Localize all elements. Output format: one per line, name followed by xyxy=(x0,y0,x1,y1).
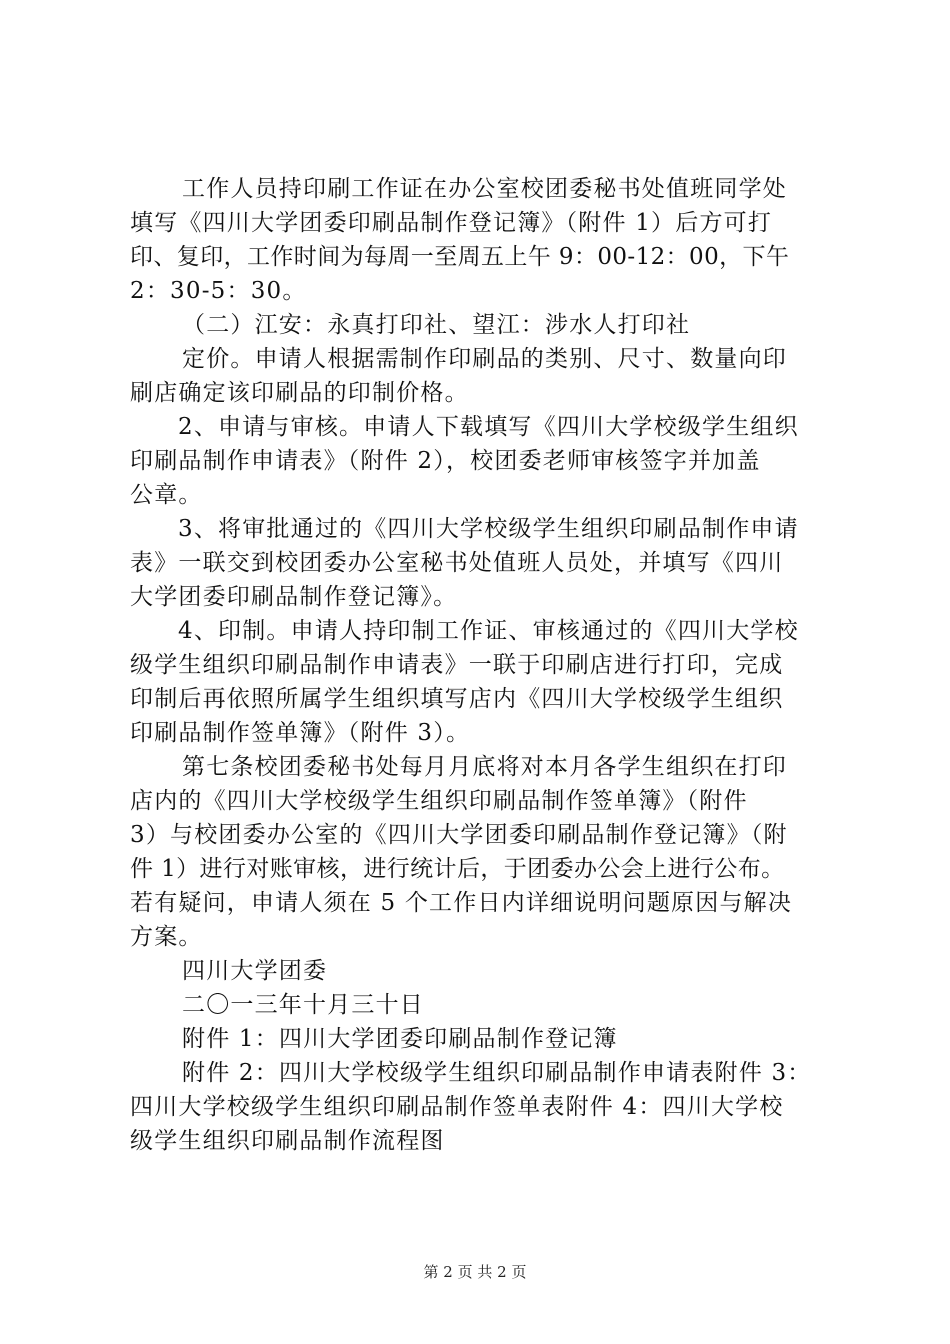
attachment-line: 附件 2：四川大学校级学生组织印刷品制作申请表附件 3： xyxy=(182,1060,812,1086)
signature-date: 二〇一三年十月三十日 xyxy=(182,992,424,1018)
paragraph-line: 印制后再依照所属学生组织填写店内《四川大学校级学生组织 xyxy=(130,686,784,712)
paragraph-line: 4、印制。申请人持印制工作证、审核通过的《四川大学校 xyxy=(178,618,799,644)
paragraph-line: 刷店确定该印刷品的印制价格。 xyxy=(130,380,469,406)
paragraph-line: 填写《四川大学团委印刷品制作登记簿》（附件 1）后方可打 xyxy=(130,210,773,236)
signature-organization: 四川大学团委 xyxy=(182,958,328,984)
paragraph-line: 第七条校团委秘书处每月月底将对本月各学生组织在打印 xyxy=(182,754,787,780)
paragraph-line: 级学生组织印刷品制作申请表》一联于印刷店进行打印，完成 xyxy=(130,652,784,678)
paragraph-line: 印、复印，工作时间为每周一至周五上午 9：00-12：00，下午 xyxy=(130,244,790,270)
paragraph-line: 3、将审批通过的《四川大学校级学生组织印刷品制作申请 xyxy=(178,516,799,542)
page-number-footer: 第 2 页 共 2 页 xyxy=(423,1263,527,1281)
paragraph-line: 2：30-5：30。 xyxy=(130,278,307,304)
paragraph-line: 工作人员持印刷工作证在办公室校团委秘书处值班同学处 xyxy=(182,176,787,202)
attachment-line: 四川大学校级学生组织印刷品制作签单表附件 4：四川大学校 xyxy=(130,1094,784,1120)
paragraph-line: 印刷品制作签单簿》（附件 3）。 xyxy=(130,720,471,746)
attachment-line: 附件 1：四川大学团委印刷品制作登记簿 xyxy=(182,1026,618,1052)
document-body xyxy=(130,172,830,1158)
paragraph-line: 若有疑问，申请人须在 5 个工作日内详细说明问题原因与解决 xyxy=(130,890,793,916)
paragraph-line: 2、申请与审核。申请人下载填写《四川大学校级学生组织 xyxy=(178,414,799,440)
paragraph-line: 印刷品制作申请表》（附件 2），校团委老师审核签字并加盖 xyxy=(130,448,761,474)
paragraph-line: 定价。申请人根据需制作印刷品的类别、尺寸、数量向印 xyxy=(182,346,787,372)
paragraph-line: 件 1）进行对账审核，进行统计后，于团委办公会上进行公布。 xyxy=(130,856,785,882)
paragraph-line: 3）与校团委办公室的《四川大学团委印刷品制作登记簿》（附 xyxy=(130,822,788,848)
paragraph-line: 方案。 xyxy=(130,924,203,950)
paragraph-line: （二）江安：永真打印社、望江：涉水人打印社 xyxy=(182,312,691,338)
attachment-line: 级学生组织印刷品制作流程图 xyxy=(130,1128,445,1154)
paragraph-line: 店内的《四川大学校级学生组织印刷品制作签单簿》（附件 xyxy=(130,788,748,814)
paragraph-line: 大学团委印刷品制作登记簿》。 xyxy=(130,584,458,610)
paragraph-line: 表》一联交到校团委办公室秘书处值班人员处，并填写《四川 xyxy=(130,550,784,576)
paragraph-line: 公章。 xyxy=(130,482,203,508)
